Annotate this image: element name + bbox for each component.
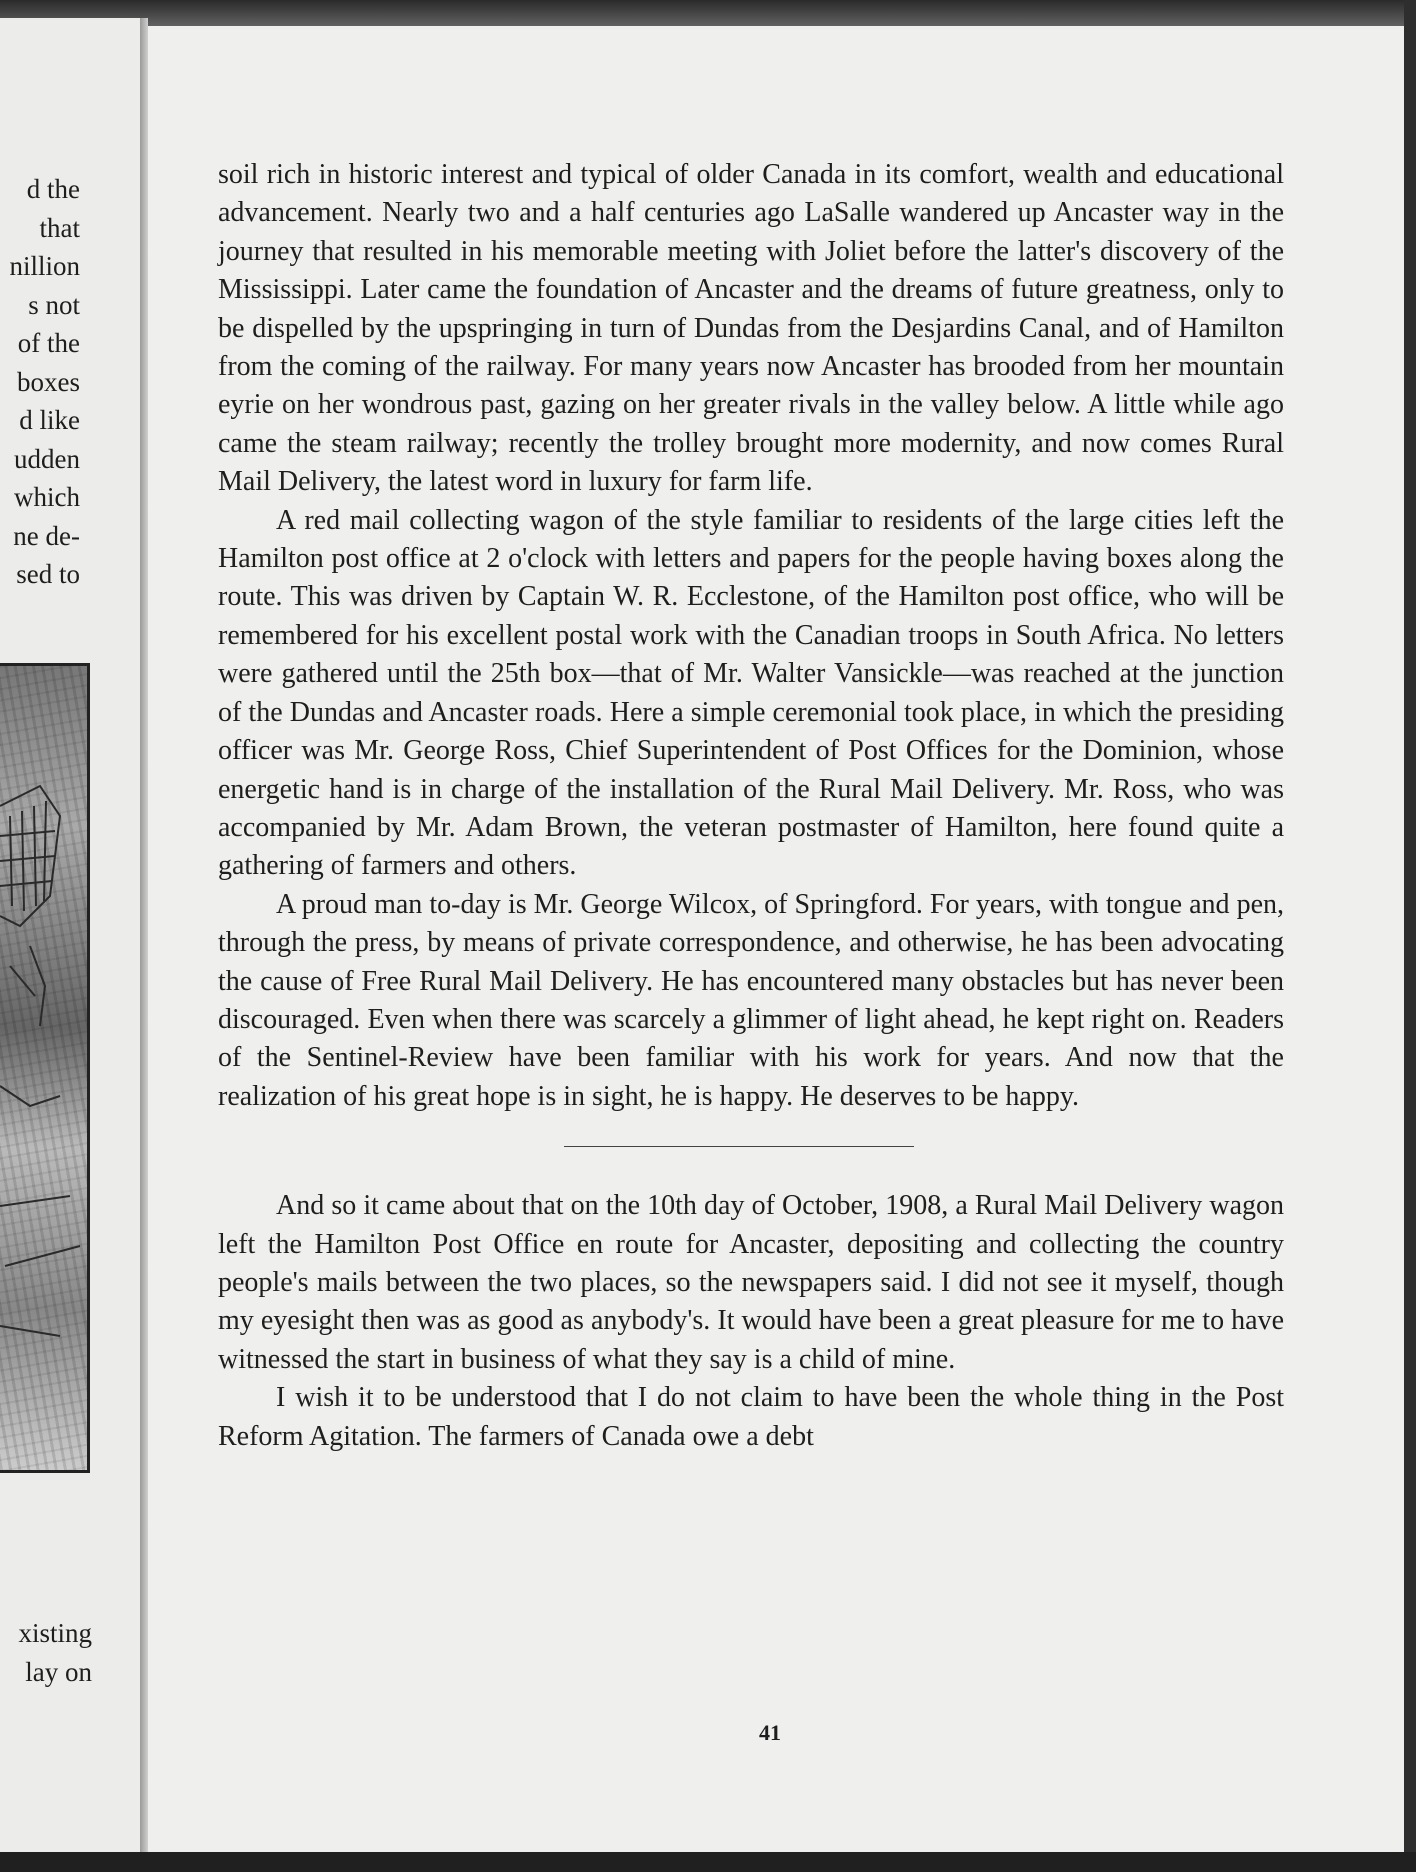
- facing-line: sed to: [16, 559, 80, 589]
- paragraph: A red mail collecting wagon of the style familiar to residents of the large cities left the Hamilton post office at 2 o'clock with letters and papers for the people having boxes along the route. This was driven by Captain W. R. Ecclestone, of the Hamilton post office, who will be remembered for his excellent postal work with the Canadian troops in South Africa. No letters were gathered until the 25th box—that of Mr. Walter Vansickle—was reached at the junction of the Dundas and Ancaster roads. Here a simple ceremonial took place, in which the presiding officer was Mr. George Ross, Chief Superintendent of Post Offices for the Dominion, whose energetic hand is in charge of the installation of the Rural Mail Delivery. Mr. Ross, who was accompanied by Mr. Adam Brown, the veteran postmaster of Hamilton, here found quite a gathering of farmers and others.: [218, 504, 1284, 882]
- facing-page-illustration: [0, 663, 90, 1473]
- section-divider: [564, 1146, 914, 1147]
- facing-line: s not: [28, 289, 80, 320]
- paragraph: I wish it to be understood that I do not claim to have been the whole thing in the Post Reform Agitation. The farmers of Canada owe a debt: [218, 1382, 1284, 1452]
- facing-page-text-bottom: [18, 1614, 92, 1691]
- facing-line: that: [39, 212, 80, 243]
- facing-line: nillion: [9, 251, 80, 281]
- scan-right-edge: [1404, 0, 1416, 1872]
- facing-line: d the: [26, 174, 80, 204]
- page-body: [218, 156, 1284, 1456]
- facing-line: which: [14, 482, 80, 512]
- paragraph: A proud man to-day is Mr. George Wilcox, of Springford. For years, with tongue and pen, through the press, by means of private correspondence, and otherwise, he has been advocating the cause of Free Rural Mail Delivery. He has encountered many obstacles but has never been discouraged. Even when there was scarcely a glimmer of light ahead, he kept right on. Readers of the Sentinel-Review have been familiar with his work for years. And now that the realization of his great hope is in sight, he is happy. He deserves to be happy.: [218, 888, 1284, 1112]
- facing-line: d like: [19, 405, 80, 435]
- facing-page: [0, 18, 140, 1856]
- book-page: [148, 26, 1404, 1856]
- facing-line: lay on: [25, 1656, 92, 1687]
- paragraph: And so it came about that on the 10th day of October, 1908, a Rural Mail Delivery wagon left the Hamilton Post Office en route for Ancaster, depositing and collecting the country people's mails between the two places, so the newspapers said. I did not see it myself, though my eyesight then was as good as anybody's. It would have been a great pleasure for me to have witnessed the start in business of what they say is a child of mine.: [218, 1190, 1284, 1375]
- page-number: 41: [759, 1720, 781, 1745]
- scan-bottom-edge: [0, 1852, 1416, 1872]
- illustration-sketch: [0, 666, 87, 1470]
- facing-line: boxes: [17, 366, 80, 397]
- facing-page-text-top: [9, 170, 80, 594]
- facing-line: of the: [17, 328, 80, 358]
- book-gutter: [140, 18, 148, 1856]
- facing-line: udden: [14, 443, 80, 474]
- paragraph: soil rich in historic interest and typical of older Canada in its comfort, wealth and educational advancement. Nearly two and a half centuries ago LaSalle wandered up Ancaster way in the journey that resulted in his memorable meeting with Joliet before the latter's discovery of the Mississippi. Later came the foundation of Ancaster and the dreams of future greatness, only to be dispelled by the upspringing in turn of Dundas from the Desjardins Canal, and of Hamilton from the coming of the railway. For many years now Ancaster has brooded from her mountain eyrie on her wondrous past, gazing on her greater rivals in the valley below. A little while ago came the steam railway; recently the trolley brought more modernity, and now comes Rural Mail Delivery, the latest word in luxury for farm life.: [218, 159, 1284, 498]
- facing-line: xisting: [18, 1618, 92, 1648]
- facing-line: ne de-: [13, 520, 80, 551]
